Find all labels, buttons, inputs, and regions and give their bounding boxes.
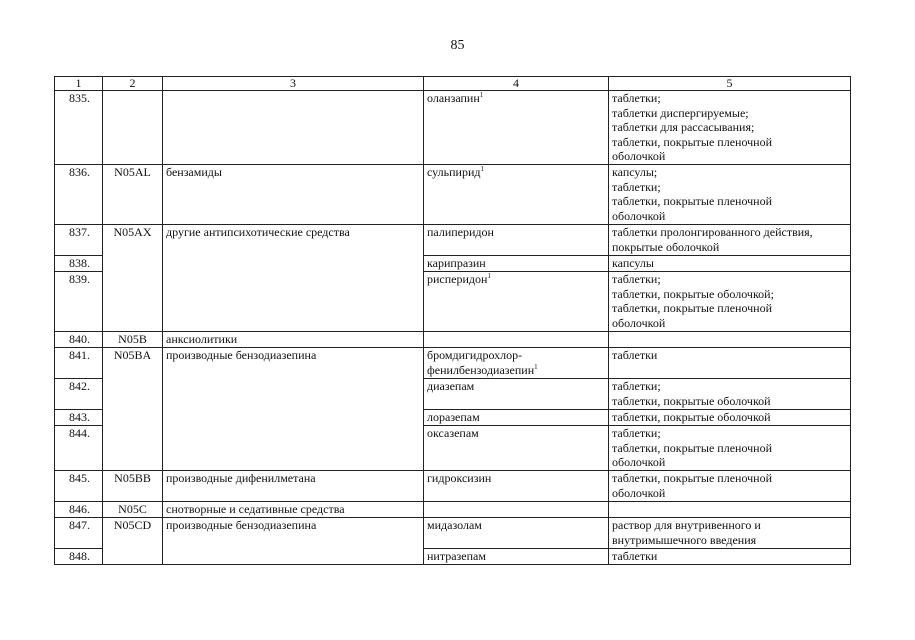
row-number: 844. xyxy=(55,426,103,471)
drug-name-cell xyxy=(424,379,609,410)
drug-name: нитразепам xyxy=(427,549,486,563)
dosage-form: таблетки; таблетки, покрытые пленочной оболочкой xyxy=(609,426,851,471)
drug-name: оксазепам xyxy=(427,426,479,440)
row-number: 842. xyxy=(55,379,103,410)
header-cell-3: 3 xyxy=(163,77,424,91)
footnote-mark: 1 xyxy=(534,362,538,371)
group-name: производные дифенилметана xyxy=(163,471,424,502)
dosage-form: таблетки пролонгированного действия, покрытые оболочкой xyxy=(609,225,851,256)
drug-name-cell xyxy=(424,471,609,502)
dosage-form: таблетки xyxy=(609,348,851,379)
row-number: 843. xyxy=(55,410,103,426)
row-number: 838. xyxy=(55,256,103,272)
drug-name-cell xyxy=(424,502,609,518)
drug-name-cell xyxy=(424,91,609,165)
table-row xyxy=(55,332,851,348)
group-name: производные бензодиазепина xyxy=(163,518,424,565)
dosage-form: таблетки, покрытые пленочной оболочкой xyxy=(609,471,851,502)
atc-code: N05CD xyxy=(103,518,163,565)
drug-name-cell xyxy=(424,518,609,549)
dosage-form: капсулы xyxy=(609,256,851,272)
row-number: 840. xyxy=(55,332,103,348)
row-number: 835. xyxy=(55,91,103,165)
dosage-form xyxy=(609,502,851,518)
dosage-form: таблетки xyxy=(609,549,851,565)
drug-name-cell xyxy=(424,225,609,256)
atc-code: N05AL xyxy=(103,165,163,225)
drug-name-cell xyxy=(424,332,609,348)
atc-code: N05BA xyxy=(103,348,163,471)
header-cell-5: 5 xyxy=(609,77,851,91)
group-name: производные бензодиазепина xyxy=(163,348,424,471)
row-number: 847. xyxy=(55,518,103,549)
header-cell-4: 4 xyxy=(424,77,609,91)
row-number: 845. xyxy=(55,471,103,502)
drug-name-cell xyxy=(424,256,609,272)
footnote-mark: 1 xyxy=(480,165,484,173)
group-name: бензамиды xyxy=(163,165,424,225)
drug-name: оланзапин xyxy=(427,91,480,105)
dosage-form: капсулы; таблетки; таблетки, покрытые пленочной оболочкой xyxy=(609,165,851,225)
row-number: 837. xyxy=(55,225,103,256)
drug-name-cell xyxy=(424,165,609,225)
drug-name: мидазолам xyxy=(427,518,482,532)
table-row xyxy=(55,91,851,165)
drug-name: бромдигидрохлор- фенилбензодиазепин xyxy=(427,348,535,377)
row-number: 848. xyxy=(55,549,103,565)
row-number: 836. xyxy=(55,165,103,225)
drug-name-cell xyxy=(424,426,609,471)
group-name xyxy=(163,91,424,165)
table-header-row xyxy=(55,77,851,91)
atc-code: N05AX xyxy=(103,225,163,332)
drug-name-cell xyxy=(424,549,609,565)
row-number: 846. xyxy=(55,502,103,518)
drug-name: рисперидон xyxy=(427,272,488,286)
drug-name: гидроксизин xyxy=(427,471,492,485)
footnote-mark: 1 xyxy=(487,272,491,280)
dosage-form: таблетки, покрытые оболочкой xyxy=(609,410,851,426)
table-row xyxy=(55,348,851,379)
dosage-form xyxy=(609,332,851,348)
table-row xyxy=(55,225,851,256)
row-number: 839. xyxy=(55,272,103,332)
dosage-form: таблетки; таблетки диспергируемые; таблетки для рассасывания; таблетки, покрытые пленочной оболочкой xyxy=(609,91,851,165)
atc-code: N05B xyxy=(103,332,163,348)
drug-name-cell xyxy=(424,348,609,379)
drug-name-cell xyxy=(424,272,609,332)
drug-name: палиперидон xyxy=(427,225,494,239)
atc-code xyxy=(103,91,163,165)
drug-name-cell xyxy=(424,410,609,426)
table-row xyxy=(55,518,851,549)
drug-name: сульпирид xyxy=(427,165,481,179)
drug-name: карипразин xyxy=(427,256,486,270)
table-row xyxy=(55,165,851,225)
group-name: снотворные и седативные средства xyxy=(163,502,424,518)
table-row xyxy=(55,471,851,502)
atc-code: N05C xyxy=(103,502,163,518)
group-name: анксиолитики xyxy=(163,332,424,348)
dosage-form: раствор для внутривенного и внутримышечного введения xyxy=(609,518,851,549)
table-row xyxy=(55,502,851,518)
dosage-form: таблетки; таблетки, покрытые оболочкой xyxy=(609,379,851,410)
header-cell-1: 1 xyxy=(55,77,103,91)
drug-table xyxy=(54,76,851,565)
row-number: 841. xyxy=(55,348,103,379)
drug-name: диазепам xyxy=(427,379,475,393)
atc-code: N05BB xyxy=(103,471,163,502)
footnote-mark: 1 xyxy=(479,91,484,99)
header-cell-2: 2 xyxy=(103,77,163,91)
page-number: 85 xyxy=(450,38,465,53)
group-name: другие антипсихотические средства xyxy=(163,225,424,332)
dosage-form: таблетки; таблетки, покрытые оболочкой; таблетки, покрытые пленочной оболочкой xyxy=(609,272,851,332)
drug-name: лоразепам xyxy=(427,410,480,424)
